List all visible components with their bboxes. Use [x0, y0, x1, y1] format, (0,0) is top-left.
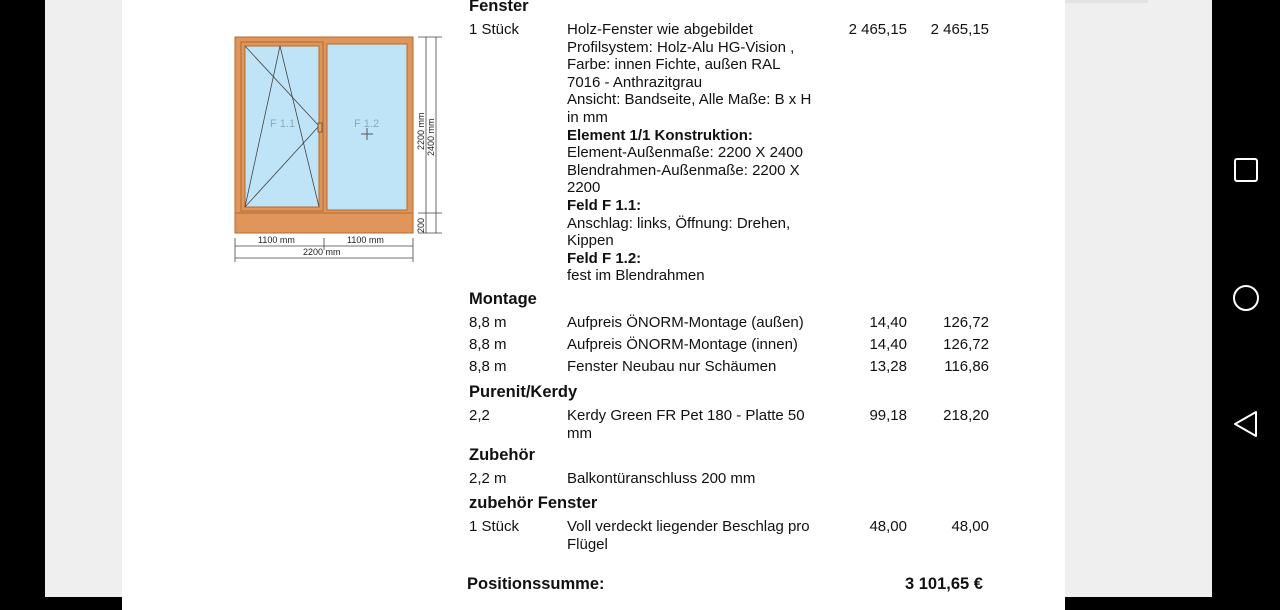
desc-line: Farbe: innen Fichte, außen RAL: [567, 56, 781, 74]
desc-line: Element-Außenmaße: 2200 X 2400: [567, 144, 803, 162]
row-description: Fenster Neubau nur Schäumen: [567, 358, 777, 375]
desc-line: Blendrahmen-Außenmaße: 2200 X: [567, 161, 800, 179]
desc-line: in mm: [567, 108, 608, 126]
row-qty: 8,8 m: [469, 336, 507, 353]
row-unit-price: 2 465,15: [848, 21, 907, 38]
row-description: [567, 518, 810, 553]
row-unit-price: 99,18: [869, 407, 907, 424]
row-unit-price: 48,00: [869, 518, 907, 535]
dim-height-window: 2200 mm: [416, 112, 426, 150]
row-qty: 1 Stück: [469, 518, 520, 535]
dim-width-left: 1100 mm: [258, 235, 295, 245]
desc-line: 2200: [567, 179, 601, 197]
row-description: Aufpreis ÖNORM-Montage (innen): [567, 336, 798, 353]
section-title-zubehoer: Zubehör: [469, 446, 535, 464]
dim-height-total: 2400 mm: [426, 118, 436, 156]
row-unit-price: 13,28: [869, 358, 907, 375]
row-description: [567, 407, 805, 442]
section-title-purenit: Purenit/Kerdy: [469, 383, 578, 401]
row-qty: 2,2 m: [469, 470, 507, 487]
desc-line-heading: Element 1/1 Konstruktion:: [567, 126, 753, 144]
desc-line-heading: Feld F 1.2:: [567, 249, 642, 267]
desc-line: Voll verdeckt liegender Beschlag pro: [567, 518, 810, 535]
field-label-f11: F 1.1: [270, 118, 296, 130]
row-description: [567, 21, 811, 285]
field-label-f12: F 1.2: [354, 118, 380, 130]
row-total: 126,72: [943, 336, 989, 353]
section-title-fenster: Fenster: [469, 0, 529, 15]
position-sum-value: 3 101,65 €: [905, 575, 983, 593]
row-unit-price: 14,40: [869, 314, 907, 331]
handle-icon: [318, 123, 322, 132]
window-frame: [235, 37, 413, 233]
square-icon: [1230, 154, 1262, 186]
row-qty: 2,2: [469, 407, 490, 424]
triangle-back-icon: [1230, 408, 1262, 440]
desc-line: Holz-Fenster wie abgebildet: [567, 21, 753, 38]
section-title-zubehoer-fenster: zubehör Fenster: [469, 494, 598, 512]
desc-line: fest im Blendrahmen: [567, 267, 705, 285]
circle-icon: [1230, 282, 1262, 314]
desc-line: Ansicht: Bandseite, Alle Maße: B x H: [567, 91, 812, 109]
desc-line: Kerdy Green FR Pet 180 - Platte 50: [567, 407, 805, 424]
row-total: 48,00: [951, 518, 989, 535]
desc-line: Anschlag: links, Öffnung: Drehen,: [567, 214, 791, 232]
row-description: Balkontüranschluss 200 mm: [567, 470, 756, 487]
row-unit-price: 14,40: [869, 336, 907, 353]
row-total: 2 465,15: [930, 21, 989, 38]
desc-line: Profilsystem: Holz-Alu HG-Vision ,: [567, 38, 795, 56]
back-button[interactable]: [1230, 408, 1262, 440]
desc-line: Kippen: [567, 232, 614, 250]
recents-button[interactable]: [1230, 154, 1262, 186]
row-total: 218,20: [943, 407, 989, 424]
desc-line: mm: [567, 424, 592, 442]
position-sum-label: Positionssumme:: [467, 575, 605, 593]
desc-line: Flügel: [567, 535, 608, 553]
desc-line: 7016 - Anthrazitgrau: [567, 73, 703, 91]
dim-total-width: 2200 mm: [303, 247, 341, 257]
top-strip: [1065, 0, 1148, 3]
home-button[interactable]: [1230, 282, 1262, 314]
desc-line-heading: Feld F 1.1:: [567, 196, 642, 214]
section-title-montage: Montage: [469, 290, 537, 308]
window-drawing: [228, 30, 458, 270]
row-description: Aufpreis ÖNORM-Montage (außen): [567, 314, 804, 331]
row-qty: 8,8 m: [469, 358, 507, 375]
row-qty: 8,8 m: [469, 314, 507, 331]
window-sill: [235, 213, 413, 233]
dim-width-right: 1100 mm: [347, 235, 384, 245]
row-total: 126,72: [943, 314, 989, 331]
row-total: 116,86: [944, 358, 989, 375]
row-qty: 1 Stück: [469, 21, 520, 38]
dim-sill: 200: [416, 217, 426, 233]
